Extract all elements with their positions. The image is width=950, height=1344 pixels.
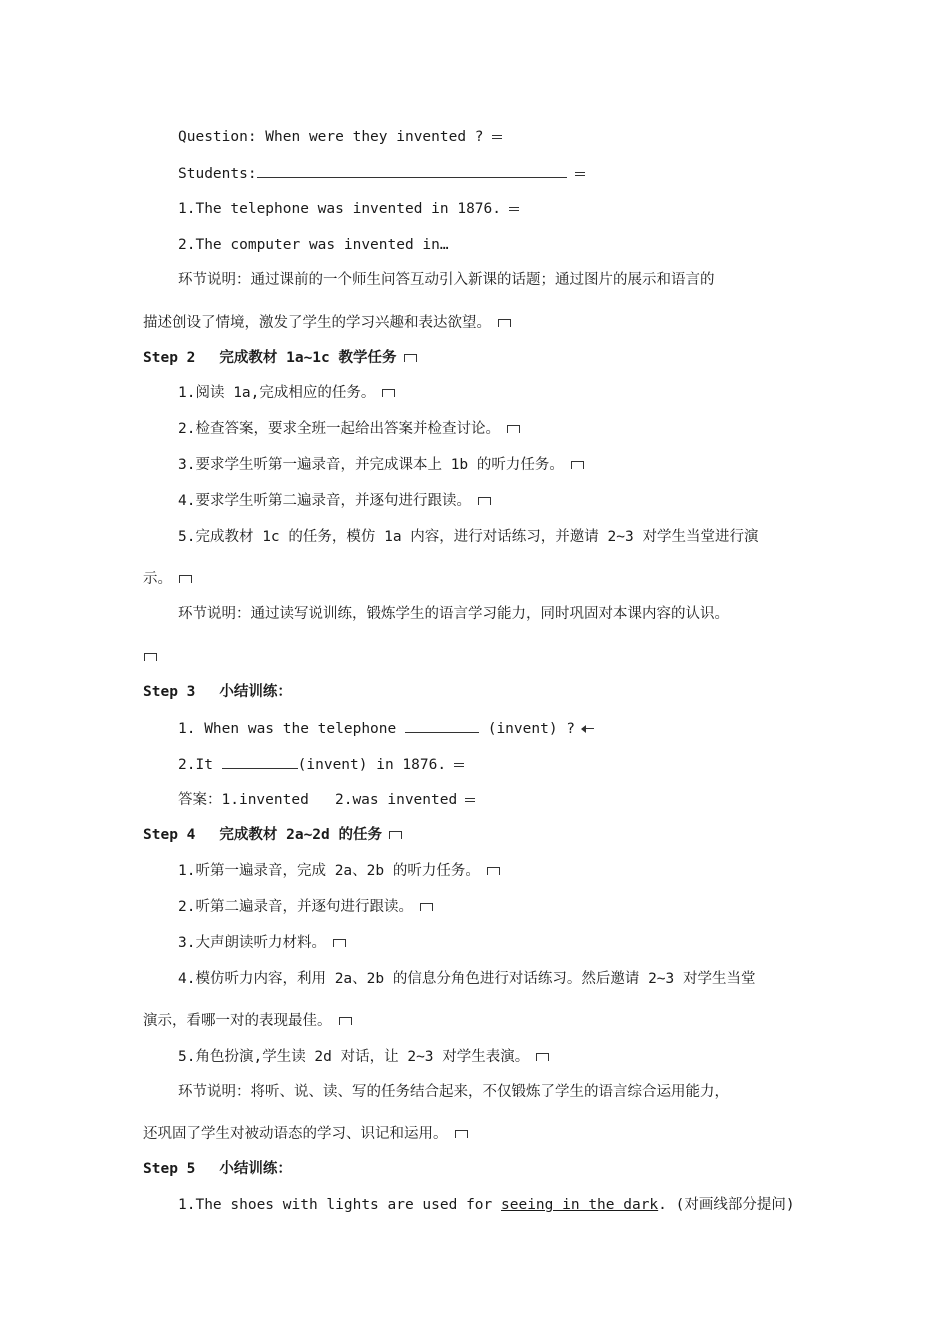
note-text: 描述创设了情境，激发了学生的学习兴趣和表达欲望。 [143, 315, 491, 331]
return-mark-icon [535, 1052, 549, 1062]
step-2-item-4 [178, 491, 491, 511]
paragraph-mark-icon [463, 795, 477, 805]
step-4-item-5 [178, 1047, 549, 1067]
step-2-heading [143, 348, 417, 368]
answer-text: 2.The computer was invented in… [178, 237, 449, 253]
note-1-line-b [143, 313, 511, 333]
step-4-item-3 [178, 933, 346, 953]
step-4-item-2 [178, 897, 433, 917]
item-text: 2.检查答案，要求全班一起给出答案并检查讨论。 [178, 421, 500, 437]
step-4-item-4b [143, 1011, 352, 1031]
note-2-end [143, 647, 157, 667]
note-3-line-a [178, 1082, 729, 1102]
return-mark-icon [381, 388, 395, 398]
step-title: 完成教材 1a~1c 教学任务 [219, 350, 397, 366]
return-mark-icon [477, 496, 491, 506]
step-2-item-2 [178, 419, 520, 439]
step-4-item-1 [178, 861, 500, 881]
step-2-item-1 [178, 383, 395, 403]
answer-text: 答案：1.invented 2.was invented [178, 792, 458, 808]
item-text: 1.听第一遍录音，完成 2a、2b 的听力任务。 [178, 863, 480, 879]
step-5-item-1 [178, 1195, 795, 1215]
item-text: 演示，看哪一对的表现最佳。 [143, 1013, 332, 1029]
question-line [178, 127, 504, 147]
fill-blank [405, 718, 479, 733]
return-mark-icon [570, 460, 584, 470]
step-title: 小结训练： [219, 1161, 292, 1177]
step-number: Step 3 [143, 684, 196, 700]
students-line [178, 163, 587, 184]
note-text: 环节说明：通过课前的一个师生问答互动引入新课的话题；通过图片的展示和语言的 [178, 272, 715, 288]
item-text: 1.The shoes with lights are used for [178, 1197, 502, 1213]
item-text: 3.要求学生听第一遍录音，并完成课本上 1b 的听力任务。 [178, 457, 564, 473]
return-mark-icon [506, 424, 520, 434]
return-mark-icon [497, 318, 511, 328]
item-text: 4.要求学生听第二遍录音，并逐句进行跟读。 [178, 493, 471, 509]
item-text: 1.阅读 1a,完成相应的任务。 [178, 385, 376, 401]
note-1-line-a [178, 270, 715, 290]
step-4-heading [143, 825, 402, 845]
return-mark-icon [143, 652, 157, 662]
return-mark-icon [454, 1129, 468, 1139]
return-mark-icon [388, 830, 402, 840]
step-3-item-1 [178, 718, 595, 739]
note-text: 还巩固了学生对被动语态的学习、识记和运用。 [143, 1126, 448, 1142]
note-2-line [178, 604, 729, 624]
paragraph-mark-icon [573, 169, 587, 179]
paragraph-mark-icon [490, 132, 504, 142]
step-3-answer [178, 790, 477, 810]
paragraph-mark-icon [507, 204, 521, 214]
step-3-item-2 [178, 754, 466, 775]
paragraph-mark-icon [452, 760, 466, 770]
step-3-heading [143, 682, 292, 702]
step-title: 小结训练： [219, 684, 292, 700]
note-text: 环节说明：将听、说、读、写的任务结合起来，不仅锻炼了学生的语言综合运用能力， [178, 1084, 729, 1100]
return-mark-icon [419, 902, 433, 912]
answer-line-1 [178, 199, 521, 219]
item-text: (invent) in 1876. [297, 757, 447, 773]
item-text: 5.完成教材 1c 的任务，模仿 1a 内容，进行对话练习，并邀请 2~3 对学生当堂进行演 [178, 529, 759, 545]
step-2-item-5a [178, 527, 758, 547]
return-mark-icon [332, 938, 346, 948]
item-text: 示。 [143, 571, 172, 587]
item-text: 3.大声朗读听力材料。 [178, 935, 326, 951]
item-text: 4.模仿听力内容，利用 2a、2b 的信息分角色进行对话练习。然后邀请 2~3 对学生当堂 [178, 971, 756, 987]
step-number: Step 5 [143, 1161, 196, 1177]
answer-text: 1.The telephone was invented in 1876. [178, 201, 502, 217]
item-text: (invent) ? [478, 721, 576, 737]
step-4-item-4a [178, 969, 755, 989]
item-text: 2.It [178, 757, 222, 773]
students-label: Students: [178, 166, 257, 182]
item-text: 2.听第二遍录音，并逐句进行跟读。 [178, 899, 413, 915]
step-title: 完成教材 2a~2d 的任务 [219, 827, 382, 843]
return-mark-icon [338, 1016, 352, 1026]
step-2-item-3 [178, 455, 584, 475]
item-text: 5.角色扮演,学生读 2d 对话，让 2~3 对学生表演。 [178, 1049, 530, 1065]
fill-blank [222, 754, 298, 769]
note-text: 环节说明：通过读写说训练，锻炼学生的语言学习能力，同时巩固对本课内容的认识。 [178, 606, 729, 622]
item-text: . (对画线部分提问) [658, 1197, 795, 1213]
step-5-heading [143, 1159, 292, 1179]
return-mark-icon [403, 353, 417, 363]
answer-line-2 [178, 235, 449, 255]
note-3-line-b [143, 1124, 468, 1144]
arrow-mark-icon [581, 724, 595, 734]
step-number: Step 4 [143, 827, 196, 843]
step-number: Step 2 [143, 350, 196, 366]
answer-blank [257, 163, 567, 178]
question-text: Question: When were they invented ? [178, 129, 484, 145]
step-2-item-5b [143, 569, 192, 589]
return-mark-icon [178, 574, 192, 584]
item-text: 1. When was the telephone [178, 721, 405, 737]
underlined-phrase: seeing in the dark [501, 1197, 659, 1213]
return-mark-icon [486, 866, 500, 876]
